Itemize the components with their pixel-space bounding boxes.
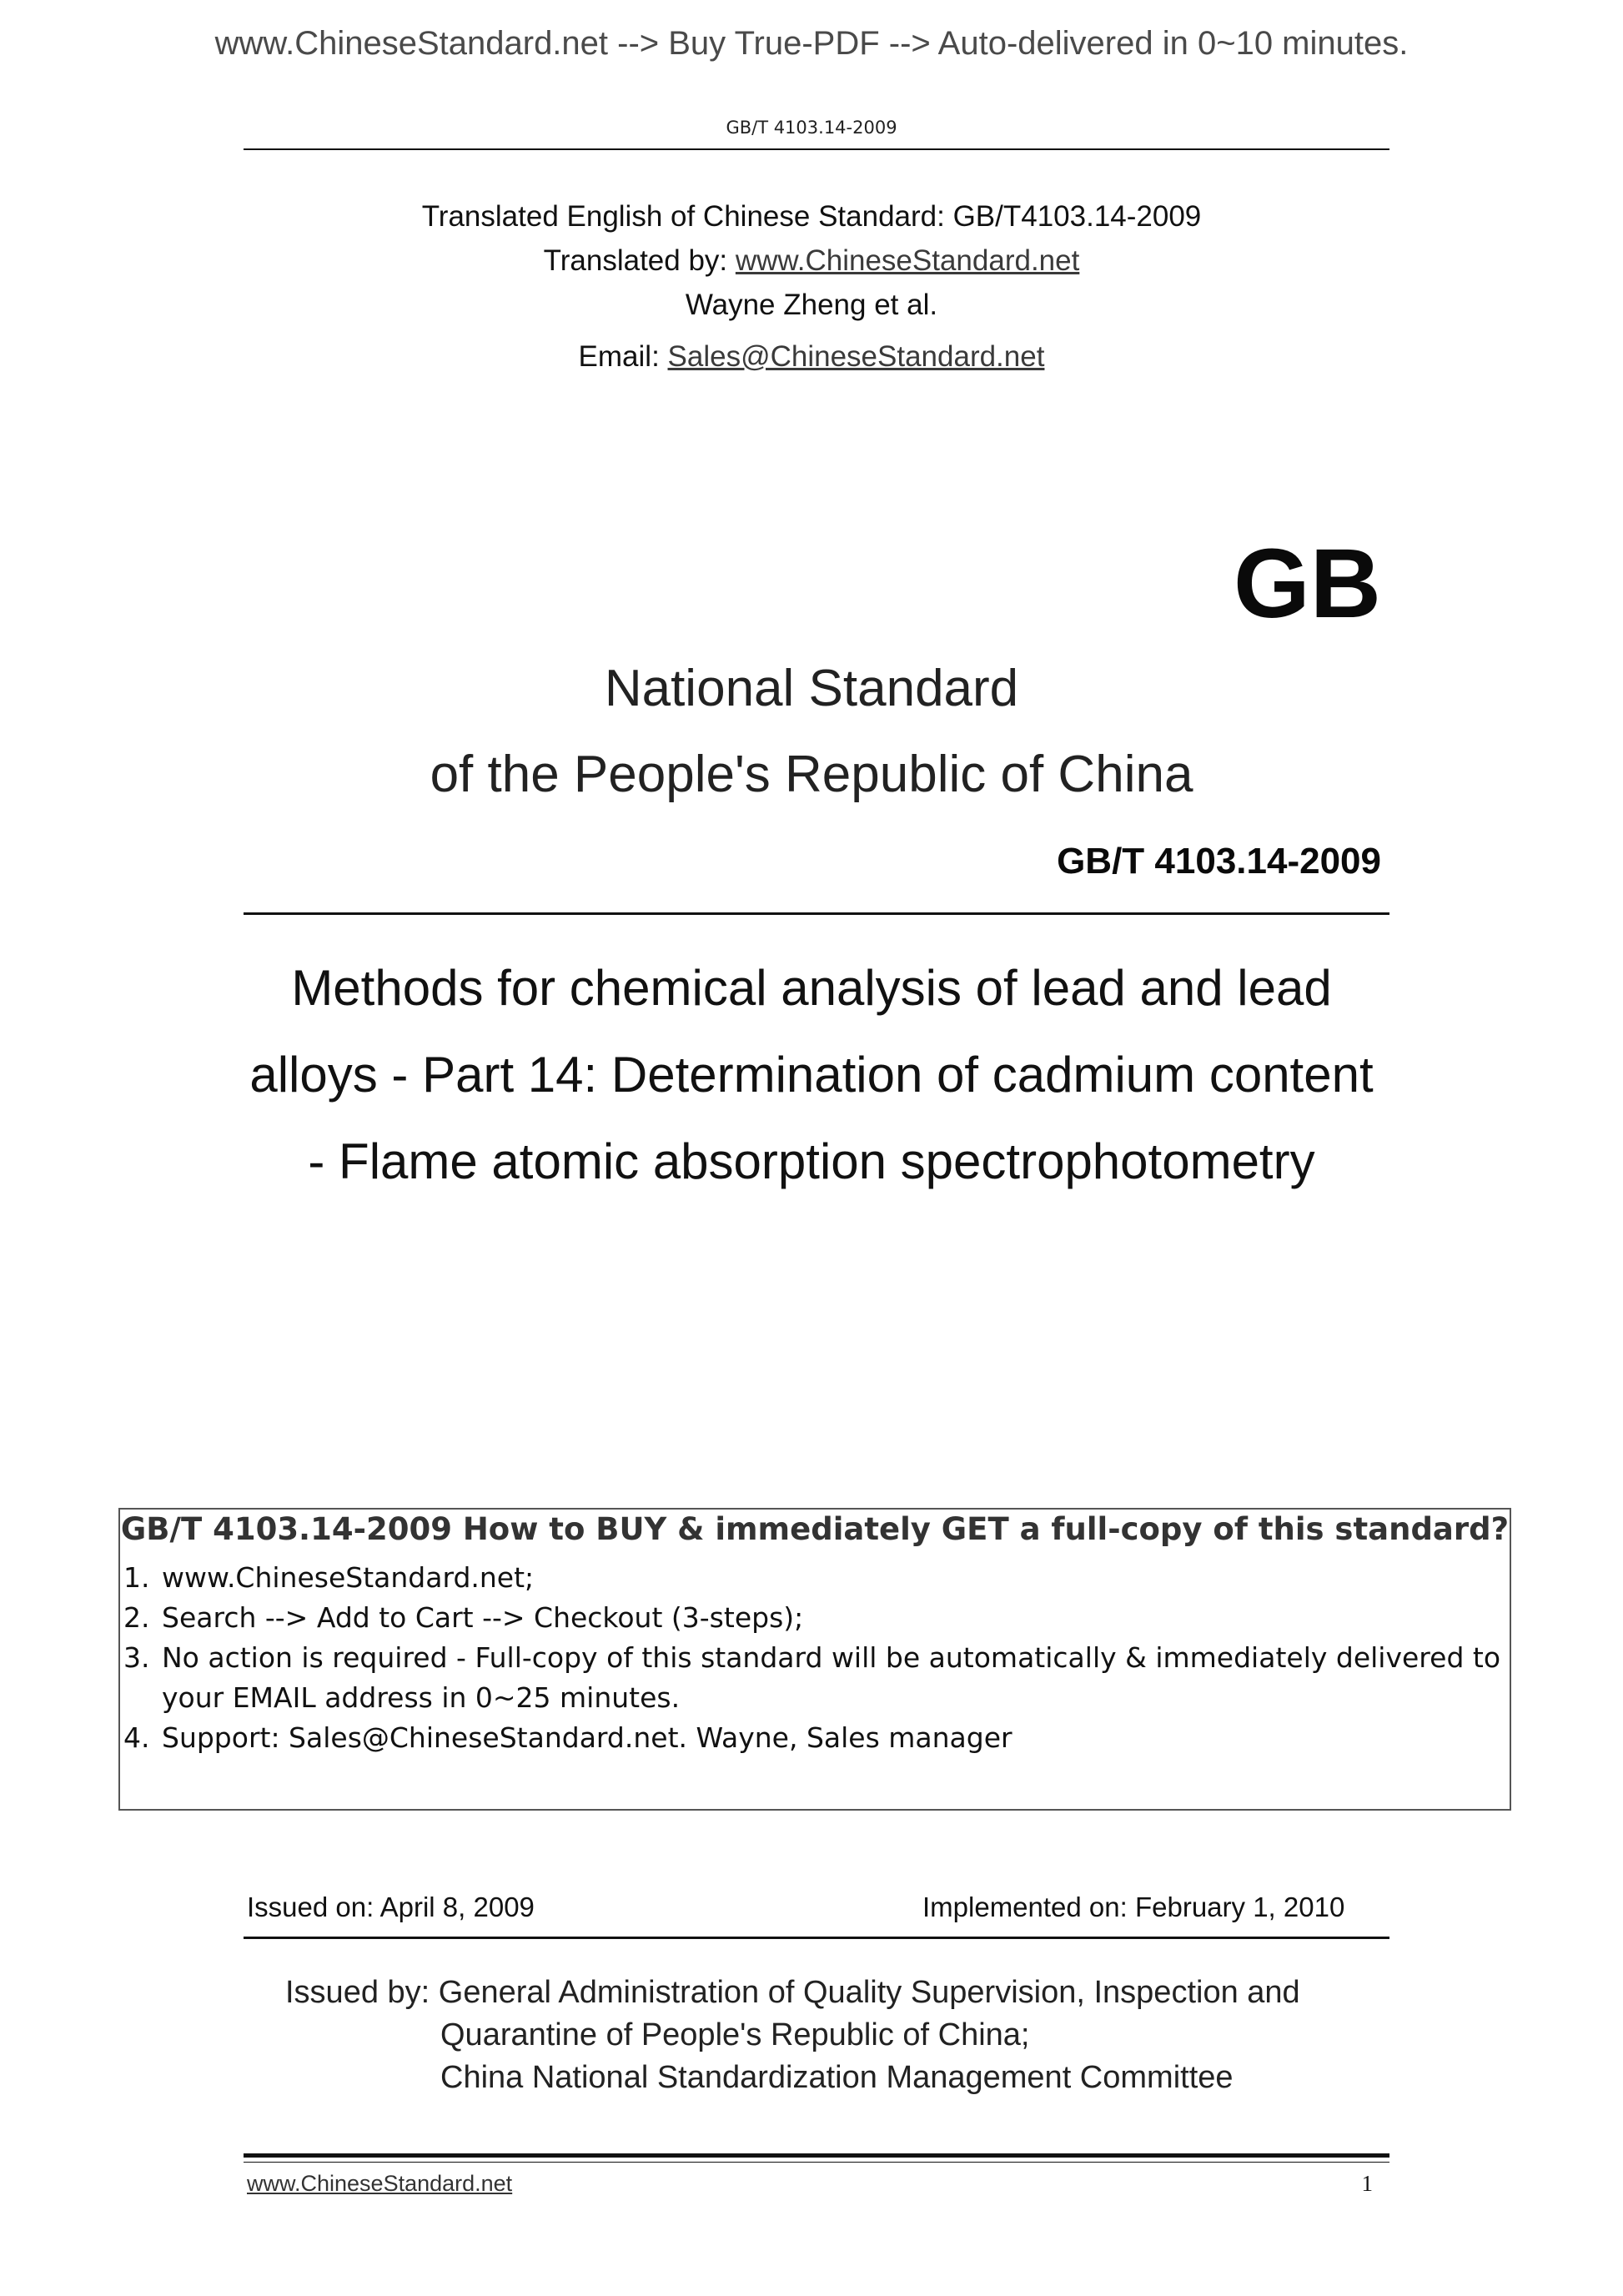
header-standard-code: GB/T 4103.14-2009 bbox=[726, 118, 897, 138]
footer-link[interactable]: www.ChineseStandard.net bbox=[247, 2171, 513, 2196]
title-line-3: - Flame atomic absorption spectrophotometry bbox=[308, 1133, 1315, 1189]
dates-divider bbox=[244, 1937, 1389, 1939]
email-link[interactable]: Sales@ChineseStandard.net bbox=[667, 340, 1045, 373]
title-line-1: Methods for chemical analysis of lead and lead bbox=[291, 960, 1332, 1016]
translation-line: Translated English of Chinese Standard: GB/T4103.14-2009 bbox=[421, 200, 1202, 233]
standard-number: GB/T 4103.14-2009 bbox=[1057, 841, 1381, 882]
issued-by-line-1: Issued by: General Administration of Quality Supervision, Inspection and bbox=[285, 1975, 1300, 2010]
purchase-step-1: 1. www.ChineseStandard.net; bbox=[123, 1561, 535, 1594]
translated-by-line bbox=[0, 244, 1623, 278]
email-label: Email: bbox=[578, 340, 668, 373]
gb-mark: GB bbox=[1234, 529, 1381, 639]
purchase-step-2: 2. Search --> Add to Cart --> Checkout (3-steps); bbox=[123, 1601, 804, 1634]
national-standard-country-line: of the People's Republic of China bbox=[430, 746, 1193, 803]
purchase-info-box bbox=[118, 1508, 1511, 1811]
footer-divider-thick bbox=[244, 2153, 1389, 2158]
page-number: 1 bbox=[1361, 2171, 1373, 2196]
implemented-on-date: Implemented on: February 1, 2010 bbox=[922, 1892, 1345, 1922]
issued-by-line-2: Quarantine of People's Republic of China; bbox=[440, 2017, 1030, 2052]
national-standard-line: National Standard bbox=[604, 660, 1019, 717]
top-banner: www.ChineseStandard.net --> Buy True-PDF --> Auto-delivered in 0~10 minutes. bbox=[214, 25, 1409, 62]
translated-by-link[interactable]: www.ChineseStandard.net bbox=[735, 244, 1080, 277]
footer-divider-thin bbox=[244, 2162, 1389, 2163]
title-divider bbox=[244, 912, 1389, 915]
purchase-step-3: 3. No action is required - Full-copy of this standard will be automatically & immediately delivered to bbox=[123, 1641, 1501, 1674]
header-divider bbox=[244, 148, 1389, 150]
translated-by-label: Translated by: bbox=[543, 244, 736, 277]
purchase-step-3-continuation: your EMAIL address in 0~25 minutes. bbox=[162, 1681, 681, 1714]
purchase-box-title: GB/T 4103.14-2009 How to BUY & immediately GET a full-copy of this standard? bbox=[120, 1511, 1510, 1547]
email-line bbox=[0, 340, 1623, 374]
title-line-2: alloys - Part 14: Determination of cadmium content bbox=[249, 1047, 1374, 1103]
translators-line: Wayne Zheng et al. bbox=[685, 289, 938, 321]
issued-on-date: Issued on: April 8, 2009 bbox=[247, 1892, 535, 1922]
issued-by-line-3: China National Standardization Management Committee bbox=[440, 2060, 1234, 2095]
purchase-step-4: 4. Support: Sales@ChineseStandard.net. Wayne, Sales manager bbox=[123, 1721, 1012, 1754]
